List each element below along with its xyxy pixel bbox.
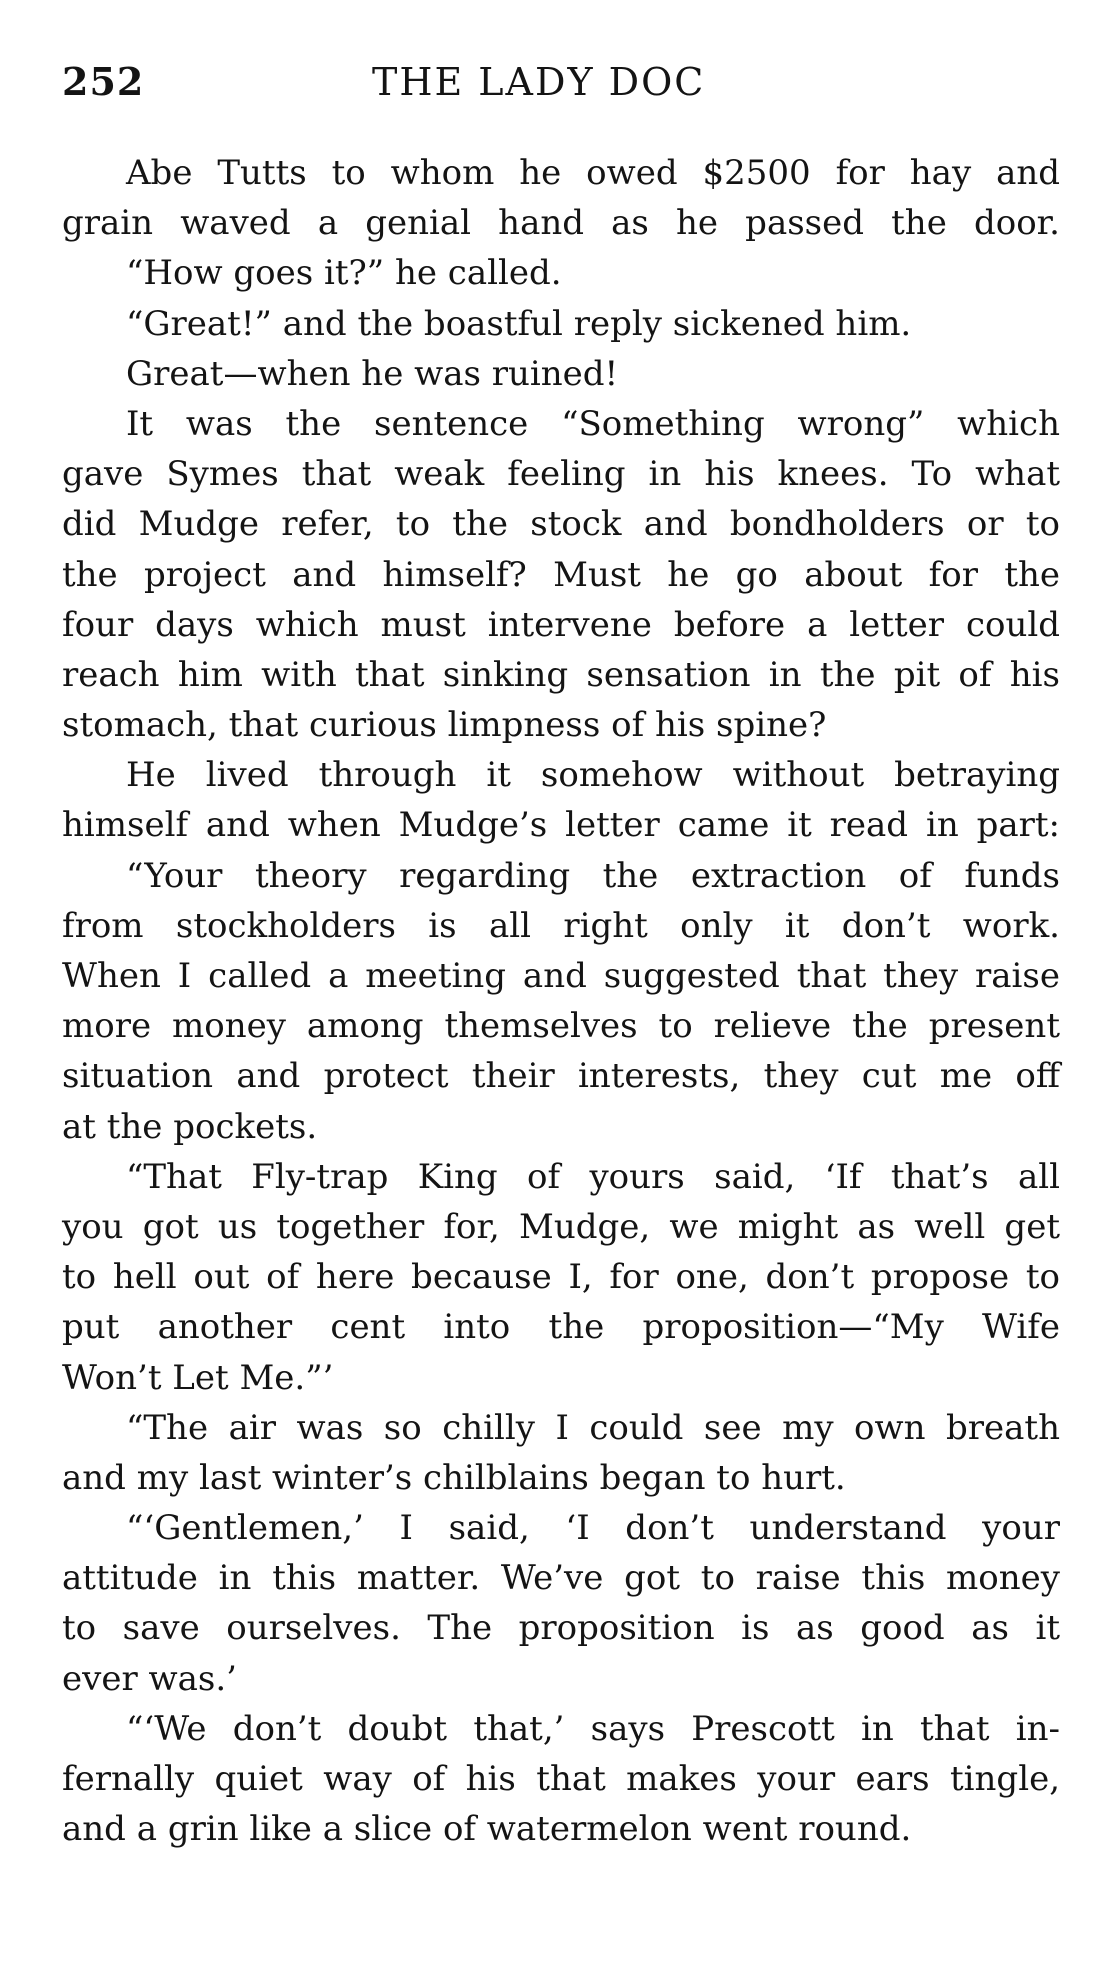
text-line: Won’t Let Me.”’ [62,1357,334,1398]
text-line: and my last winter’s chilblains began to hurt. [62,1457,846,1498]
page-header [62,58,1062,106]
text-line: reach him with that sinking sensation in the pit of his [62,654,1060,695]
text-line: It was the sentence “Something wrong” which [126,403,1060,444]
text-line: and a grin like a slice of watermelon went round. [62,1809,912,1850]
text-line: more money among themselves to relieve the present [62,1006,1060,1047]
text-line: put another cent into the proposition—“My Wife [62,1307,1060,1348]
text-line: the project and himself? Must he go about for the [62,554,1060,595]
text-line: attitude in this matter. We’ve got to raise this money [62,1558,1060,1599]
text-line: you got us together for, Mudge, we might as well get [62,1206,1060,1247]
text-line: at the pockets. [62,1106,318,1147]
text-line: Great—when he was ruined! [126,353,619,394]
text-line: grain waved a genial hand as he passed the door. [62,203,1060,244]
text-line: “‘We don’t doubt that,’ says Prescott in that in- [126,1708,1060,1749]
body-text [62,148,1060,1854]
text-line: to hell out of here because I, for one, don’t propose to [62,1257,1060,1298]
page-number: 252 [62,59,145,104]
text-line: gave Symes that weak feeling in his knees. To what [62,454,1060,495]
text-line: did Mudge refer, to the stock and bondholders or to [62,504,1060,545]
text-line: “The air was so chilly I could see my own breath [126,1407,1060,1448]
running-head: THE LADY DOC [372,60,706,104]
text-line: stomach, that curious limpness of his spine? [62,705,827,746]
text-line: “‘Gentlemen,’ I said, ‘I don’t understand your [126,1508,1060,1549]
text-line: “How goes it?” he called. [126,253,562,294]
text-line: fernally quiet way of his that makes your ears tingle, [62,1759,1060,1799]
text-line: ever was.’ [62,1658,237,1699]
text-line: “Great!” and the boastful reply sickened him. [126,303,912,344]
text-line: from stockholders is all right only it don’t work. [62,905,1060,946]
text-line: situation and protect their interests, they cut me off [62,1056,1060,1097]
text-line: Abe Tutts to whom he owed $2500 for hay and [126,153,1060,193]
text-line: himself and when Mudge’s letter came it read in part: [62,805,1060,846]
text-line: He lived through it somehow without betraying [126,755,1060,796]
text-line: “Your theory regarding the extraction of funds [126,855,1060,896]
text-line: four days which must intervene before a letter could [62,604,1060,645]
text-line: “That Fly-trap King of yours said, ‘If that’s all [126,1156,1060,1197]
text-line: When I called a meeting and suggested that they raise [62,956,1060,996]
text-line: to save ourselves. The proposition is as good as it [62,1608,1060,1649]
